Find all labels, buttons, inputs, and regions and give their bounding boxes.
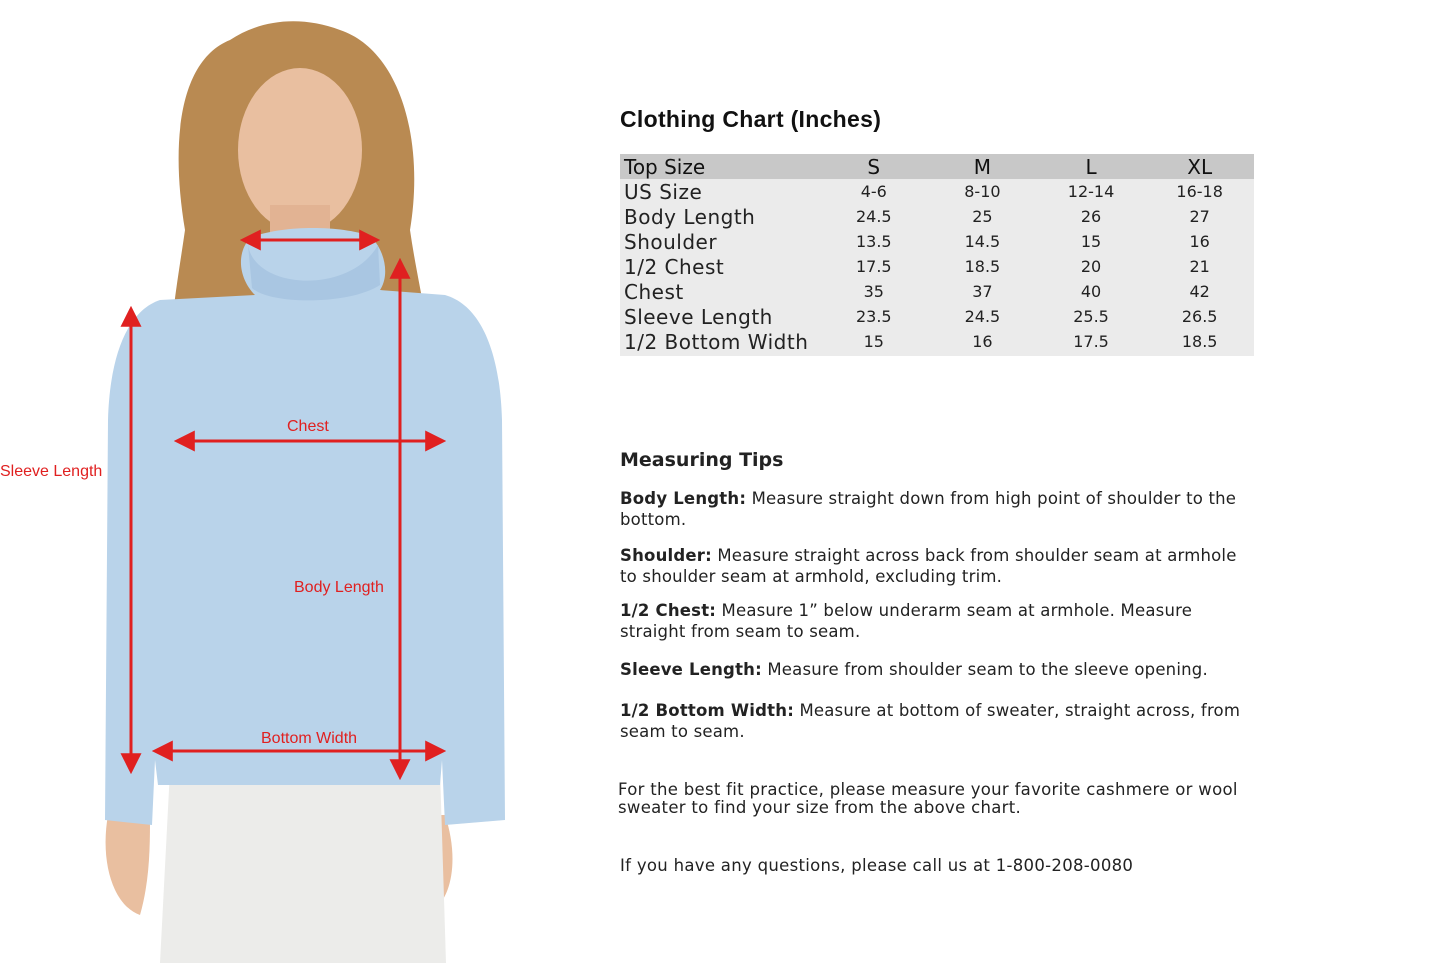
table-cell: 37 xyxy=(972,282,993,301)
table-cell: 18.5 xyxy=(964,257,1001,276)
table-cell: 27 xyxy=(1189,207,1210,226)
tip-term: Shoulder: xyxy=(620,546,712,565)
table-cell: 20 xyxy=(1080,257,1102,276)
tip-text: Measure straight across back from shoulder seam at armhole to shoulder seam at armhold, excluding trim. xyxy=(620,546,1237,586)
header-size-m: M xyxy=(973,154,992,179)
tip-sleeve-length xyxy=(620,659,1250,680)
table-cell: 18.5 xyxy=(1181,332,1218,351)
row-label: US Size xyxy=(624,179,703,204)
model-figure xyxy=(0,0,560,963)
table-row xyxy=(620,254,1254,279)
tip-half-chest xyxy=(620,600,1250,642)
table-row xyxy=(620,204,1254,229)
row-label: Shoulder xyxy=(624,229,718,254)
table-cell: 17.5 xyxy=(1073,332,1109,351)
tip-term: 1/2 Chest: xyxy=(620,601,717,620)
header-size-xl: XL xyxy=(1187,154,1213,179)
table-cell: 17.5 xyxy=(855,257,892,276)
row-label: 1/2 Bottom Width xyxy=(624,329,809,354)
tip-term: 1/2 Bottom Width: xyxy=(620,701,794,720)
tip-term: Sleeve Length: xyxy=(620,660,762,679)
chest-label: Chest xyxy=(287,418,329,435)
row-label: Chest xyxy=(624,279,684,304)
table-cell: 26.5 xyxy=(1181,307,1218,326)
row-label: 1/2 Chest xyxy=(624,254,725,279)
table-row xyxy=(620,229,1254,254)
table-cell: 15 xyxy=(1080,232,1102,251)
table-cell: 25.5 xyxy=(1073,307,1109,326)
table-row xyxy=(620,279,1254,304)
table-cell: 23.5 xyxy=(855,307,892,326)
tip-half-bottom-width xyxy=(620,700,1250,742)
body-length-label: Body Length xyxy=(294,579,384,596)
measuring-tips-title: Measuring Tips xyxy=(620,449,784,471)
tip-term: Body Length: xyxy=(620,489,747,508)
table-row xyxy=(620,304,1254,329)
table-cell: 13.5 xyxy=(855,232,892,251)
table-cell: 25 xyxy=(972,207,993,226)
model-photo xyxy=(0,0,560,963)
table-cell: 24.5 xyxy=(964,307,1001,326)
table-cell: 26 xyxy=(1080,207,1102,226)
table-cell: 12-14 xyxy=(1067,182,1115,201)
table-cell: 35 xyxy=(863,282,884,301)
contact-note: If you have any questions, please call us at 1-800-208-0080 xyxy=(620,856,1134,875)
table-cell: 8-10 xyxy=(964,182,1001,201)
table-cell: 15 xyxy=(863,332,884,351)
chart-title: Clothing Chart (Inches) xyxy=(620,106,882,132)
table-cell: 40 xyxy=(1080,282,1102,301)
tip-text: Measure 1” below underarm seam at armhole. Measure straight from seam to seam. xyxy=(620,601,1193,641)
header-size-l: L xyxy=(1085,154,1097,179)
tip-text: Measure straight down from high point of shoulder to the bottom. xyxy=(620,489,1237,529)
table-header-row xyxy=(620,154,1254,179)
table-cell: 14.5 xyxy=(964,232,1001,251)
header-size-s: S xyxy=(867,154,881,179)
tip-text: Measure at bottom of sweater, straight across, from seam to seam. xyxy=(620,701,1241,741)
tip-body-length xyxy=(620,488,1250,530)
table-row xyxy=(620,329,1254,356)
header-top-size: Top Size xyxy=(624,154,706,179)
table-cell: 42 xyxy=(1189,282,1210,301)
row-label: Body Length xyxy=(624,204,756,229)
sleeve-length-label: Sleeve Length xyxy=(0,463,103,480)
tip-shoulder xyxy=(620,545,1250,587)
bottom-width-label: Bottom Width xyxy=(261,730,358,747)
size-chart-table xyxy=(620,154,1254,356)
table-cell: 16 xyxy=(972,332,993,351)
fit-note: For the best fit practice, please measure your favorite cashmere or wool sweater to find your size from the above chart. xyxy=(618,780,1238,817)
pants-shape xyxy=(160,770,446,963)
table-cell: 16 xyxy=(1189,232,1210,251)
table-cell: 4-6 xyxy=(860,182,887,201)
table-cell: 24.5 xyxy=(855,207,892,226)
table-cell: 21 xyxy=(1189,257,1210,276)
row-label: Sleeve Length xyxy=(624,304,773,329)
table-cell: 16-18 xyxy=(1176,182,1223,201)
tip-text: Measure from shoulder seam to the sleeve opening. xyxy=(761,660,1208,679)
left-hand-shape xyxy=(106,815,150,915)
table-row xyxy=(620,179,1254,204)
